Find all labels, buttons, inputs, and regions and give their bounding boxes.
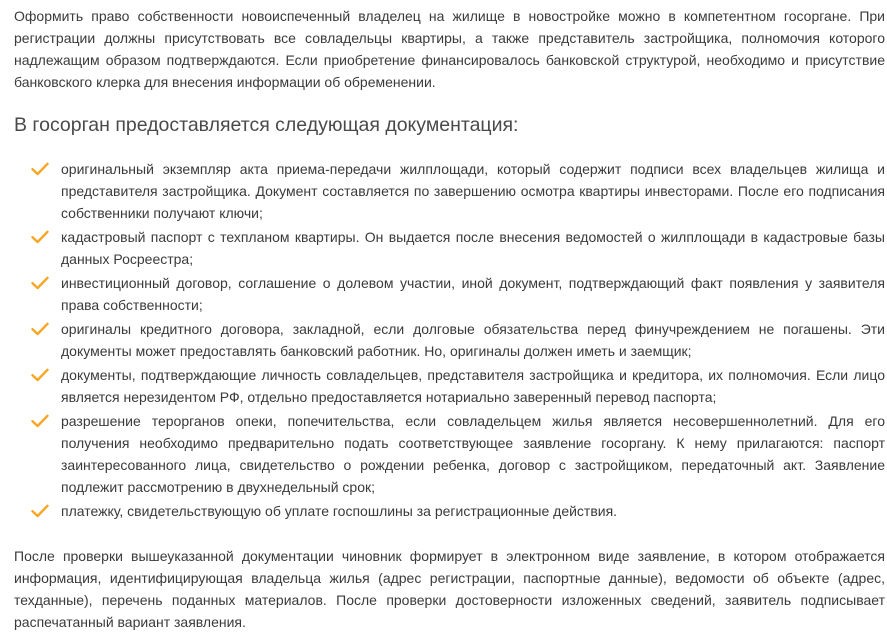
- list-item-text: документы, подтверждающие личность совладельцев, представителя застройщика и кредитора, их полномочия. Если лицо является нерезидентом РФ, отдельно предоставляется нотариально заверенный перевод паспорта;: [61, 367, 885, 405]
- list-item-text: оригинальный экземпляр акта приема-передачи жилплощади, который содержит подписи всех владельцев жилища и представителя застройщика. Документ составляется по завершению осмотра квартиры инвесторами. После его подписания собственники получают ключи;: [61, 161, 885, 221]
- intro-paragraph: Оформить право собственности новоиспеченный владелец на жилище в новостройке можно в компетентном госоргане. При регистрации должны присутствовать все совладельцы квартиры, а также представитель застройщика, полномочия которого надлежащим образом подтверждаются. Если приобретение финансировалось банковской структурой, необходимо и присутствие банковского клерка для внесения информации об обременении.: [14, 8, 885, 90]
- list-item: [14, 158, 885, 224]
- check-icon: [31, 162, 49, 176]
- list-item: [14, 410, 885, 498]
- check-icon: [31, 504, 49, 518]
- check-icon: [31, 368, 49, 382]
- list-item: [14, 272, 885, 316]
- check-icon: [31, 414, 49, 428]
- list-item-text: платежку, свидетельствующую об уплате госпошлины за регистрационные действия.: [61, 503, 618, 519]
- list-item-text: разрешение терорганов опеки, попечительства, если совладельцем жилья является несовершеннолетний. Для его получения необходимо предварительно подать соответствующее заявление госоргану. К нему прилагаются: паспорт заинтересованного лица, свидетельство о рождении ребенка, договор с застройщиком, передаточный акт. Заявление подлежит рассмотрению в двухнедельный срок;: [61, 413, 885, 495]
- section-heading: В госорган предоставляется следующая документация:: [14, 114, 519, 136]
- check-icon: [31, 230, 49, 244]
- check-icon: [31, 322, 49, 336]
- list-item-text: инвестиционный договор, соглашение о долевом участии, иной документ, подтверждающий факт появления у заявителя права собственности;: [61, 275, 885, 313]
- list-item-text: кадастровый паспорт с техпланом квартиры. Он выдается после внесения ведомостей о жилплощади в кадастровые базы данных Росреестра;: [61, 229, 885, 267]
- list-item: [14, 318, 885, 362]
- list-item-text: оригиналы кредитного договора, закладной, если долговые обязательства перед финучреждением не погашены. Эти документы может предоставлять банковский работник. Но, оригиналы должен иметь и заемщик;: [61, 321, 885, 359]
- list-item: [14, 364, 885, 408]
- list-item: [14, 500, 885, 522]
- closing-paragraph: После проверки вышеуказанной документации чиновник формирует в электронном виде заявление, в котором отображается информация, идентифицирующая владельца жилья (адрес регистрации, паспортные данные), ведомости об объекте (адрес, техданные), перечень поданных материалов. После проверки достоверности изложенных сведений, заявитель подписывает распечатанный вариант заявления.: [14, 548, 885, 630]
- document-list: [14, 158, 885, 522]
- list-item: [14, 226, 885, 270]
- check-icon: [31, 276, 49, 290]
